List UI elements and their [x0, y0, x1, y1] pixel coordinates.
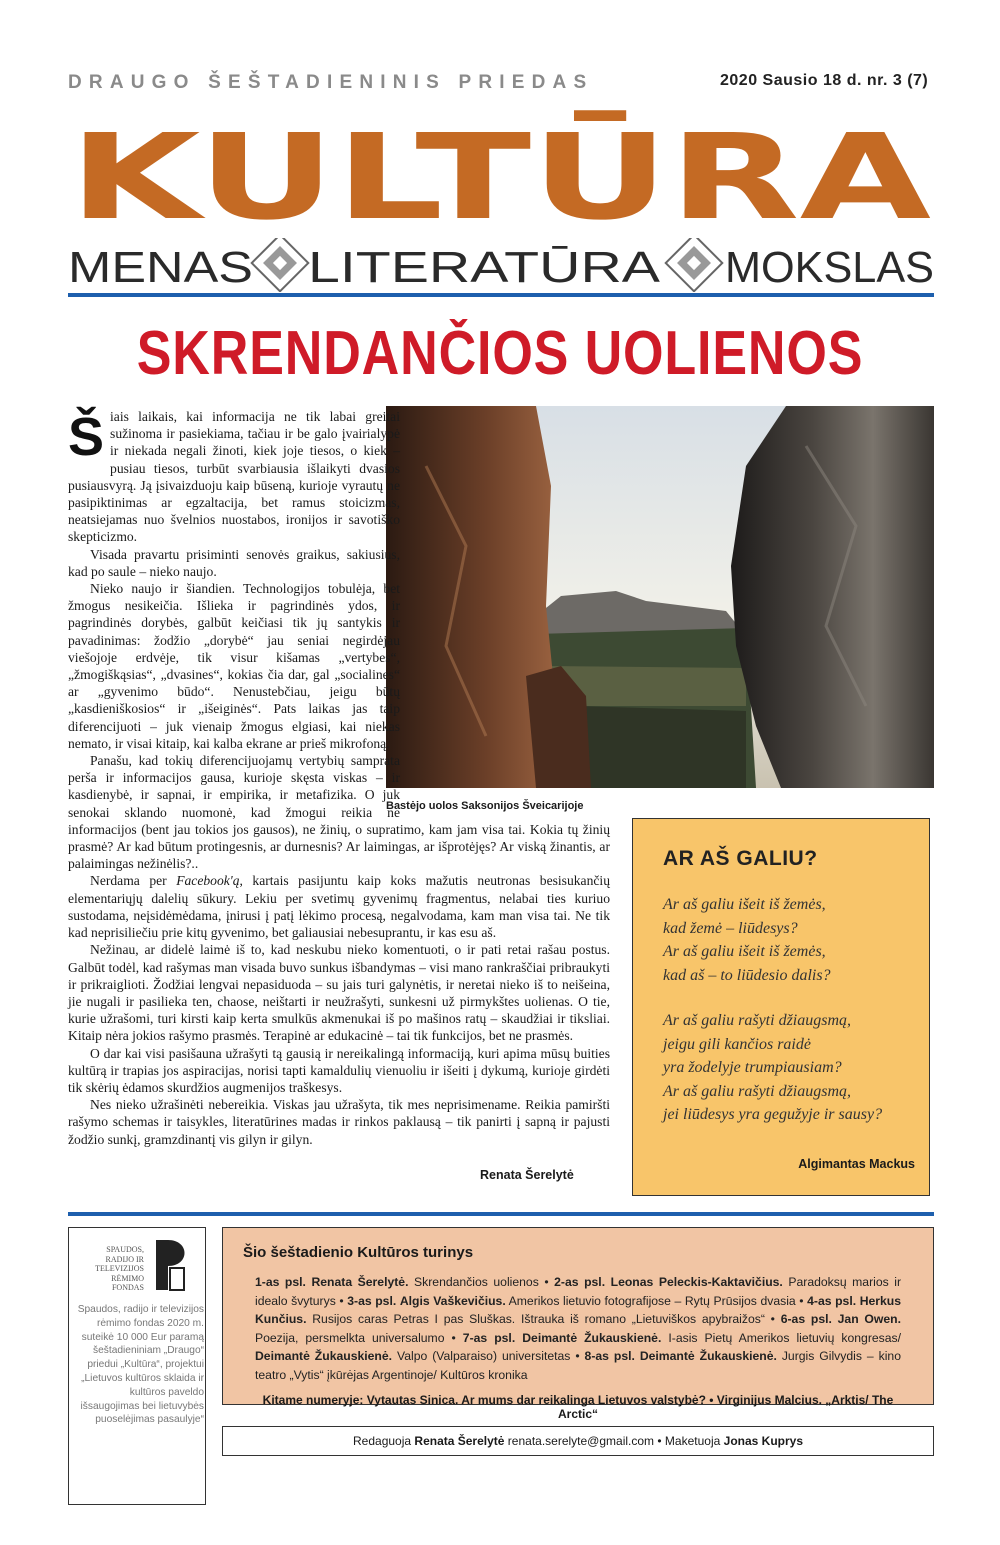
layout-name: Jonas Kuprys	[723, 1434, 803, 1448]
fund-logo-icon	[150, 1236, 192, 1294]
list-item: 7-as psl. Deimantė Žukauskienė. I-asis Pietų Amerikos lietuvių kongresas/	[462, 1330, 902, 1345]
article-body	[68, 408, 610, 1148]
editor-email[interactable]: renata.serelyte@gmail.com	[507, 1434, 655, 1448]
list-item: Deimantė Žukauskienė. Valpo (Valparaiso) universitetas •	[255, 1349, 580, 1364]
ornament-icon	[666, 238, 723, 291]
contents-list	[243, 1273, 913, 1385]
poem-title: AR AŠ GALIU?	[663, 847, 818, 870]
photo-wrap-spacer	[400, 408, 610, 813]
poem-stanza: Ar aš galiu išeit iš žemės, kad žemė – liūdesys? Ar aš galiu išeit iš žemės, kad aš – to liūdesio dalis?	[663, 896, 831, 984]
list-item: 6-as psl. Jan Owen. Poezija, persmelkta universalumo •	[255, 1312, 901, 1345]
poem-author: Algimantas Mackus	[798, 1157, 915, 1171]
article-paragraph: Nes nieko užrašinėti nebereikia. Viskas jau užrašyta, tik mes neprisimename. Reikia pamiršti rašymo schemas ir taisykles, literatūrines madas ir rinkos paklausą – tik panirti į sapną ir pajusti žodžio sunkį, gramzdinantį vis gilyn ir gilyn.	[68, 1097, 610, 1147]
poem-stanza: Ar aš galiu rašyti džiaugsmą, jeigu gili kančios raidė yra žodelyje trumpiausiam? Ar aš galiu rašyti džiaugsmą, jei liūdesys yra gegužyje ir sausy?	[663, 1012, 883, 1123]
fund-description: Spaudos, radijo ir televizijos rėmimo fondas 2020 m. suteikė 10 000 Eur paramą šeštadieniniam „Draugo“ priedui „Kultūra“, projektui „Lietuvos kultūros sklaida ir kultūros paveldo išsaugojimas bei lietuvybės puoselėjimas pasaulyje“	[77, 1304, 204, 1426]
editor-name: Renata Šerelytė	[414, 1434, 505, 1448]
article-paragraph: Panašu, kad tokių diferencijuojamų vertybių samprata perša ir informacijos gausa, kurioje skęsta viskas – ir kasdienybė, ir sapnai, ir empirika, ir metafizika. O juk senokai sklando nuomonė, kad žmogui reikia ne informacijos (bent jau tokios jos gausos), ne žinių, o supratimo, kam jam visa tai. Kokia tų žinių prasmė? Ar kad būtum protingesnis, ar durnesnis? Ar laimingas, ar išprotėjęs? Ar viską žinantis, ar palaimingas nežinėlis?..	[68, 753, 610, 872]
supplement-title: DRAUGO ŠEŠTADIENINIS PRIEDAS	[68, 72, 594, 93]
ornament-icon	[252, 238, 309, 291]
list-item: 2-as psl. Leonas Peleckis-Kaktavičius. Paradoksų marios ir idealo švyturys •	[255, 1275, 902, 1308]
contents-box	[222, 1227, 934, 1421]
contents-title: Šio šeštadienio Kultūros turinys	[243, 1244, 474, 1261]
fund-logo-text: SPAUDOS, RADIJO IR TELEVIZIJOS RĖMIMO FONDAS	[95, 1245, 144, 1292]
next-issue: Kitame numeryje: Vytautas Sinica. Ar mums dar reikalinga Lietuvos valstybė? • Virginijus Malcius. „Arktis/ The Arctic“	[262, 1392, 894, 1421]
list-item: 8-as psl. Deimantė Žukauskienė. Jurgis Gilvydis – kino teatro „Vytis“ įkūrėjas Argentinoje/ Kultūros kronika	[255, 1349, 901, 1382]
list-item: 3-as psl. Algis Vaškevičius. Amerikos lietuvio fotografijose – Rytų Prūsijos dvasia •	[347, 1293, 804, 1308]
drop-cap: Š	[68, 407, 105, 467]
masthead-title: KULTŪRA	[69, 108, 931, 236]
list-item: 1-as psl. Renata Šerelytė. Skrendančios uolienos •	[255, 1275, 549, 1289]
photo-caption: Bastėjo uolos Saksonijos Šveicarijoje	[386, 800, 584, 812]
poem-box	[632, 818, 930, 1196]
section-banner	[68, 238, 934, 292]
list-item: 4-as psl. Herkus Kunčius. Rusijos caras Petras I pas Sluškas. Ištrauka iš romano „Lietuviškos apybraižos“ •	[255, 1293, 902, 1327]
section-menas: MENAS	[68, 243, 253, 292]
headline: SKRENDANČIOS UOLIENOS	[136, 319, 864, 388]
section-literatura: LITERATŪRA	[308, 243, 661, 292]
article-paragraph: O dar kai visi pasišauna užrašyti tą gausią ir nereikalingą informaciją, kuri apima mūsų buities kultūrą ir trapias jos aspiracijas, norisi tapti kamaldulių vienuoliu ir išeiti į dykumą, kurioje girdėti tik skėrių ėdamos skurdžios augmenijos traškesys.	[68, 1045, 610, 1095]
section-mokslas: MOKSLAS	[725, 243, 934, 292]
masthead	[66, 86, 934, 236]
editors-line: Redaguoja Renata Šerelytė renata.serelyte@gmail.com • Maketuoja Jonas Kuprys	[222, 1426, 934, 1456]
article-paragraph: Visada pravartu prisiminti senovės graikus, sakiusius, kad po saule – nieko naujo.	[68, 546, 400, 579]
footer-rule	[68, 1212, 934, 1216]
article-author: Renata Šerelytė	[480, 1168, 574, 1182]
article-paragraph: Nerdama per Facebook'ą, kartais pasijuntu kaip koks mažutis neutronas besisukančių elementariųjų dalelių sūkury. Lekiu per svetimų gyvenimų fragmentus, nelabai ties kuriuo sustodama, neįsidėmėdama, įnirusi į patį lėkimo procesą, negalvodama, kam man visa tai. Ne tik kad neprisiliečiu prie kitų gyvenimo, bet galiausiai nebesuprantu, ir kas esu aš.	[68, 873, 610, 941]
header-rule	[68, 293, 934, 297]
article-paragraph: Nieko naujo ir šiandien. Technologijos tobulėja, bet žmogus nesikeičia. Išlieka ir pagrindinės ydos, ir pagrindinės dorybės, galbūt keičiasi tik jų santykis ir pavadinimas: žodžio „dorybė“ jau seniai negirdėjau viešojoje erdvėje, tik visur kišamas „vertybes“, „žmogiškąsias“, „dvasines“, kokias čia dar, gal „socialines“ ar „gyvenimo būdo“. Nenustebčiau, jeigu būtų „kasdieniškosios“ ir „išeiginės“. Pats laikas jas taip diferencijuoti – juk vienaip žmogus elgiasi, kai niekas nemato, ir visai kitaip, kai kalba ekrane ar prieš mikrofoną.	[68, 581, 400, 751]
article-paragraph: Nežinau, ar didelė laimė iš to, kad neskubu nieko komentuoti, o ir pati retai rašau postus. Galbūt todėl, kad rašymas man visada buvo sunkus išbandymas – visi mano rankraščiai pribraukyti ir prikraiglioti. Žodžiai lengvai nepasiduoda – su jais turi galynėtis, ir neretai nieko iš to neišeina, jie nugali ir pasilieka ten, chaose, neištarti ir neužrašyti, sunkesni už pirmykštes uolienas. O tie, kurie užrašomi, turi kirsti kaip kerta smulkūs akmenukai iš po mašinos ratų – skaudžiai ir tiksliai. Kitaip nėra jokios rašymo prasmės. Terapinė ar edukacinė – tai tik funkcijos, bet ne prasmės.	[68, 942, 610, 1044]
article-paragraph: Šiais laikais, kai informacija ne tik labai greitai sužinoma ir pasiekiama, tačiau ir be galo įvairialypė ir niekada negali žinoti, kiek joje tiesos, o kiek – pusiau tiesos, turbūt svarbiausia išlaikyti dvasios pusiausvyrą. Ją įsivaizduoju kaip būseną, kurioje vyrautų ne pasipiktinimas ar egzaltacija, bet ramus stoicizmas, neatsiejamas nuo švelnios nuostabos, ironijos ir savotiško skepticizmo.	[68, 407, 400, 545]
issue-date: 2020 Sausio 18 d. nr. 3 (7)	[720, 72, 929, 89]
